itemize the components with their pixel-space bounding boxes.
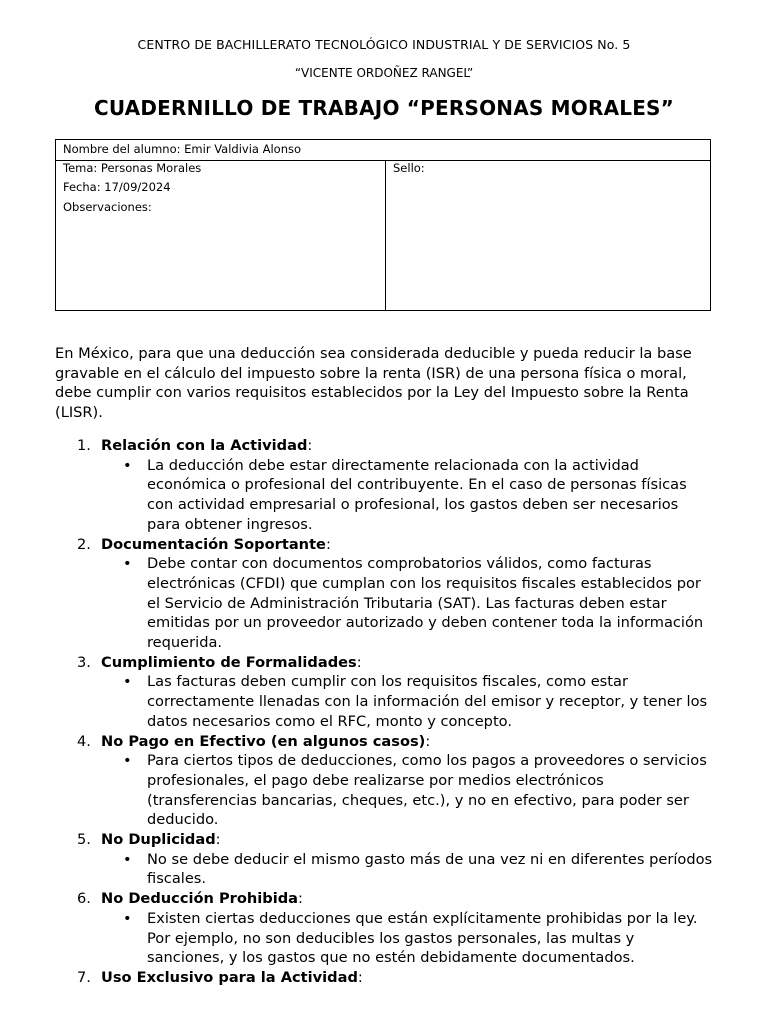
school-name: “VICENTE ORDOÑEZ RANGEL” (294, 66, 474, 80)
bullet-icon: • (123, 850, 132, 868)
requirement-detail (55, 751, 715, 830)
requirement-detail-text: La deducción debe estar directamente relacionada con la actividad económica o profesional del contribuyente. En el caso de personas físicas con actividad empresarial o profesional, los gastos deben ser necesarios para obtener ingresos. (147, 456, 687, 533)
requirement-detail (55, 456, 715, 535)
requirement-number: 1. (77, 437, 91, 454)
requirement-title: No Deducción Prohibida (101, 890, 299, 908)
requirement-detail-text: No se debe deducir el mismo gasto más de una vez ni en diferentes períodos fiscales. (147, 850, 713, 888)
requirement-colon: : (325, 535, 331, 553)
requirement-detail (55, 909, 715, 968)
list-item (55, 732, 735, 831)
requirement-detail (55, 672, 715, 731)
list-item (55, 968, 735, 988)
list-item (55, 535, 735, 653)
document-title: CUADERNILLO DE TRABAJO “PERSONAS MORALES” (93, 96, 675, 120)
requirement-title: Documentación Soportante (101, 535, 326, 553)
requirement-number: 3. (77, 653, 91, 671)
requirement-colon: : (215, 831, 221, 849)
requirement-heading (55, 889, 735, 909)
student-info-table (55, 139, 711, 311)
topic-field: Tema: Personas Morales (63, 161, 202, 175)
bullet-icon: • (123, 752, 132, 770)
student-name: Nombre del alumno: Emir Valdivia Alonso (63, 142, 302, 156)
seal-field: Sello: (393, 161, 425, 175)
requirement-title: Relación con la Actividad (101, 437, 308, 454)
bullet-icon: • (123, 673, 132, 691)
requirement-number: 4. (77, 732, 91, 750)
requirement-heading (55, 535, 735, 555)
requirement-number: 6. (77, 890, 91, 908)
requirement-heading (55, 968, 735, 988)
requirement-detail (55, 850, 715, 889)
requirement-colon: : (425, 732, 431, 750)
observations-field: Observaciones: (63, 200, 152, 214)
list-item (55, 889, 735, 968)
requirement-title: No Duplicidad (101, 831, 216, 849)
requirement-heading (55, 436, 735, 456)
list-item (55, 830, 735, 889)
info-left-cell (56, 160, 386, 310)
requirement-detail-text: Para ciertos tipos de deducciones, como los pagos a proveedores o servicios profesionales, el pago debe realizarse por medios electrónicos (transferencias bancarias, cheques, etc.), y no en efectivo, para poder ser deducido. (147, 752, 707, 829)
requirement-number: 2. (77, 535, 91, 553)
requirement-number: 5. (77, 831, 91, 849)
requirements-list (55, 436, 735, 988)
requirement-detail-text: Debe contar con documentos comprobatorios válidos, como facturas electrónicas (CFDI) que cumplan con los requisitos fiscales establecidos por el Servicio de Administración Tributaria (SAT). Las facturas deben estar emitidas por un proveedor autorizado y deben contener toda la información requerida. (147, 555, 704, 652)
requirement-colon: : (307, 437, 313, 454)
requirement-number: 7. (77, 968, 91, 986)
requirement-colon: : (298, 890, 303, 908)
requirement-title: No Pago en Efectivo (en algunos casos) (101, 732, 426, 750)
student-name-row (56, 140, 710, 161)
bullet-icon: • (123, 555, 132, 573)
requirement-heading (55, 732, 735, 752)
date-field: Fecha: 17/09/2024 (63, 180, 171, 194)
requirement-title: Cumplimiento de Formalidades (101, 653, 357, 671)
requirement-detail-text: Las facturas deben cumplir con los requisitos fiscales, como estar correctamente llenadas con la información del emisor y receptor, y tener los datos necesarios como el RFC, monto y concepto. (147, 673, 708, 730)
list-item (55, 653, 735, 732)
requirement-colon: : (356, 653, 362, 671)
requirement-heading (55, 830, 735, 850)
requirement-detail-text: Existen ciertas deducciones que están explícitamente prohibidas por la ley. Por ejemplo, no son deducibles los gastos personales, las multas y sanciones, y los gastos que no estén debidamente documentados. (147, 909, 698, 967)
list-item (55, 436, 735, 535)
requirement-colon: : (357, 968, 363, 986)
requirement-heading (55, 653, 735, 673)
requirement-title: Uso Exclusivo para la Actividad (101, 968, 358, 986)
bullet-icon: • (123, 909, 132, 927)
requirement-detail (55, 554, 715, 653)
bullet-icon: • (123, 456, 132, 474)
seal-cell (386, 160, 710, 310)
intro-paragraph: En México, para que una deducción sea considerada deducible y pueda reducir la base gravable en el cálculo del impuesto sobre la renta (ISR) de una persona física o moral, debe cumplir con varios requisitos establecidos por la Ley del Impuesto sobre la Renta (LISR). (55, 345, 692, 422)
school-header: CENTRO DE BACHILLERATO TECNOLÓGICO INDUSTRIAL Y DE SERVICIOS No. 5 (137, 37, 631, 52)
